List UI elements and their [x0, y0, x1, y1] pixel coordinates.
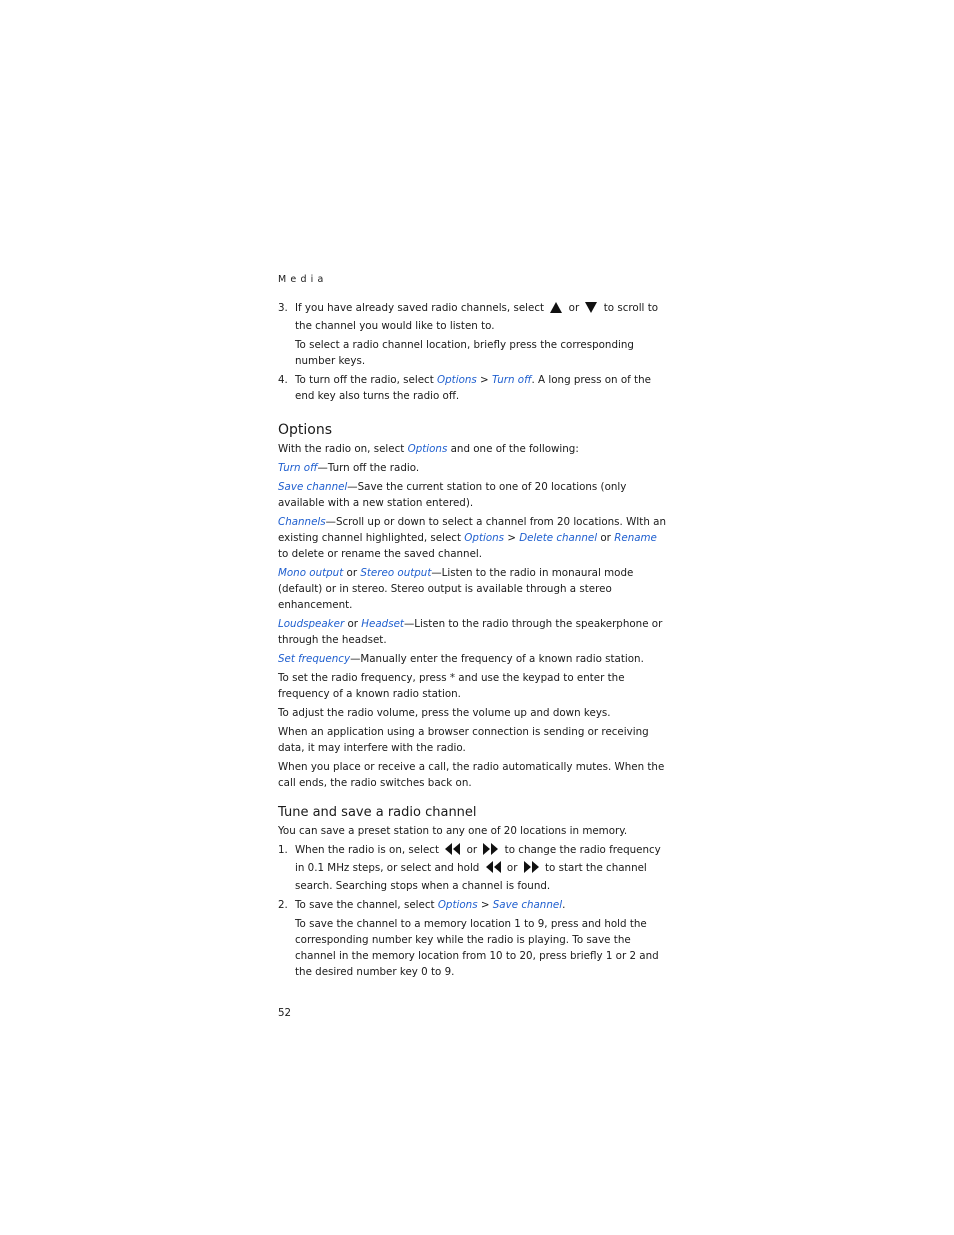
- or-text: or: [346, 567, 358, 579]
- intro-text: and one of the following:: [450, 443, 579, 455]
- option-text: —Listen to the radio through the speakerphone or through the headset.: [278, 618, 663, 646]
- option-text: —Listen to the radio in monaural mode (default) or in stereo. Stereo output is available through a stereo enhancement.: [278, 567, 634, 611]
- stereo-output-link: Stereo output: [360, 567, 432, 579]
- paragraph: To set the radio frequency, press * and use the keypad to enter the frequency of a known radio station.: [278, 672, 625, 700]
- turn-off-link: Turn off: [278, 462, 318, 474]
- separator: >: [507, 532, 516, 544]
- or-text: or: [600, 532, 611, 544]
- page-number: 52: [278, 1007, 292, 1019]
- options-link: Options: [437, 374, 477, 386]
- fast-forward-icon: [483, 843, 498, 860]
- option-channels: [278, 514, 670, 562]
- rewind-icon: [445, 843, 460, 860]
- tune-step-2-note: To save the channel to a memory location 1 to 9, press and hold the corresponding number key while the radio is playing. To save the channel in the memory location from 10 to 20, press briefly 1 or 2 and the desired number key 0 to 9.: [295, 918, 659, 978]
- arrow-up-icon: [550, 302, 562, 318]
- rewind-icon: [486, 861, 501, 878]
- delete-channel-link: Delete channel: [519, 532, 598, 544]
- tune-intro: You can save a preset station to any one of 20 locations in memory.: [278, 825, 628, 837]
- option-text: —Save the current station to one of 20 locations (only available with a new station entered).: [278, 481, 627, 509]
- fast-forward-icon: [524, 861, 539, 878]
- options-link: Options: [407, 443, 448, 455]
- option-text: —Turn off the radio.: [317, 462, 420, 474]
- paragraph: When an application using a browser connection is sending or receiving data, it may interfere with the radio.: [278, 726, 649, 754]
- option-set-frequency: [278, 651, 670, 667]
- options-intro: [278, 441, 670, 457]
- step-number: 4.: [278, 374, 288, 386]
- or-text: or: [466, 844, 478, 856]
- loudspeaker-link: Loudspeaker: [278, 618, 345, 630]
- save-channel-link: Save channel: [492, 899, 563, 911]
- step-3: [278, 300, 670, 334]
- arrow-down-icon: [585, 302, 597, 318]
- step-number: 2.: [278, 899, 288, 911]
- tune-heading: Tune and save a radio channel: [278, 805, 477, 820]
- mono-output-link: Mono output: [278, 567, 344, 579]
- step-text: To turn off the radio, select: [295, 374, 434, 386]
- step-text: To save the channel, select: [295, 899, 435, 911]
- option-text: —Manually enter the frequency of a known radio station.: [350, 653, 644, 665]
- separator: >: [480, 374, 489, 386]
- manual-page: [278, 272, 670, 1021]
- intro-text: With the radio on, select: [278, 443, 405, 455]
- step-text: to change the radio frequency in 0.1 MHz steps, or select and hold: [295, 844, 661, 874]
- option-text: to delete or rename the saved channel.: [278, 548, 483, 560]
- tune-step-2: [278, 897, 670, 913]
- section-header: Media: [278, 274, 328, 285]
- step-text: to start the channel search. Searching stops when a channel is found.: [295, 862, 647, 892]
- channels-link: Channels: [278, 516, 326, 528]
- step-text: When the radio is on, select: [295, 844, 439, 856]
- or-text: or: [506, 862, 518, 874]
- options-heading: Options: [278, 422, 333, 438]
- option-text: —Scroll up or down to select a channel from 20 locations. WIth an existing channel highlighted, select: [278, 516, 666, 544]
- options-link: Options: [437, 899, 478, 911]
- option-turn-off: [278, 460, 670, 476]
- step-text: . A long press on of the end key also turns the radio off.: [295, 374, 651, 402]
- or-text: or: [347, 618, 359, 630]
- step-3-note: To select a radio channel location, briefly press the corresponding number keys.: [295, 339, 634, 367]
- options-link: Options: [464, 532, 505, 544]
- step-4: [278, 372, 670, 404]
- paragraph: To adjust the radio volume, press the volume up and down keys.: [278, 707, 611, 719]
- rename-link: Rename: [614, 532, 657, 544]
- option-save-channel: [278, 479, 670, 511]
- save-channel-link: Save channel: [278, 481, 348, 493]
- set-frequency-link: Set frequency: [278, 653, 351, 665]
- paragraph: When you place or receive a call, the radio automatically mutes. When the call ends, the radio switches back on.: [278, 761, 665, 789]
- step-text: .: [562, 899, 566, 911]
- turn-off-link: Turn off: [491, 374, 532, 386]
- option-output: [278, 565, 670, 613]
- step-number: 1.: [278, 844, 288, 856]
- step-number: 3.: [278, 302, 288, 314]
- step-text: If you have already saved radio channels, select: [295, 302, 545, 314]
- option-speaker: [278, 616, 670, 648]
- tune-step-1: [278, 842, 670, 894]
- step-text: to scroll to the channel you would like to listen to.: [295, 302, 659, 332]
- headset-link: Headset: [361, 618, 404, 630]
- or-text: or: [568, 302, 580, 314]
- separator: >: [480, 899, 490, 911]
